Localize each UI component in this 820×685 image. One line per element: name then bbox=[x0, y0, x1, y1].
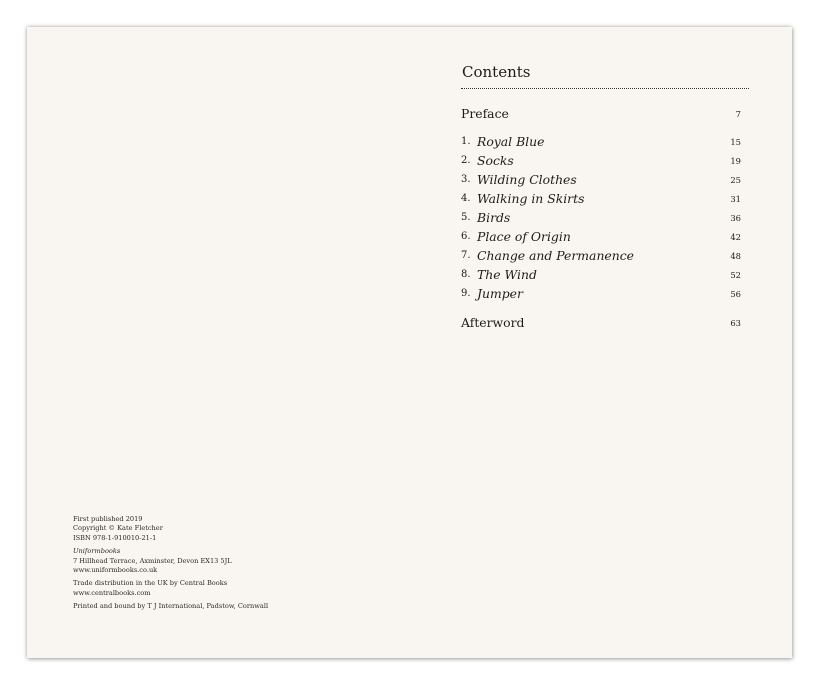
imprint-publisher-info bbox=[73, 547, 268, 575]
imprint-printer-info bbox=[73, 602, 268, 611]
chapter-page: 52 bbox=[730, 270, 741, 280]
chapter-number: 8. bbox=[461, 269, 471, 280]
toc-entry-chapter bbox=[461, 190, 741, 208]
publisher-website: www.uniformbooks.co.uk bbox=[73, 566, 158, 575]
chapter-page: 56 bbox=[730, 289, 741, 299]
imprint-distribution-info bbox=[73, 579, 268, 598]
chapter-number: 1. bbox=[461, 136, 471, 147]
chapter-title: Wilding Clothes bbox=[477, 172, 577, 187]
toc-entry-chapter bbox=[461, 133, 741, 151]
chapter-title: Royal Blue bbox=[477, 134, 545, 149]
toc-entry-chapter bbox=[461, 247, 741, 265]
toc-entry-page: 7 bbox=[735, 109, 741, 119]
dotted-rule bbox=[461, 88, 749, 89]
chapter-number: 4. bbox=[461, 193, 471, 204]
distribution-line: Trade distribution in the UK by Central Books bbox=[73, 579, 228, 588]
toc-entry-chapter bbox=[461, 228, 741, 246]
printer-line: Printed and bound by T J International, Padstow, Cornwall bbox=[73, 602, 269, 611]
chapter-title: Change and Permanence bbox=[477, 248, 635, 263]
chapter-title: Socks bbox=[477, 153, 514, 168]
chapter-number: 3. bbox=[461, 174, 471, 185]
toc-entry-afterword bbox=[461, 314, 741, 332]
publisher-name: Uniformbooks bbox=[73, 547, 121, 556]
toc-entry-title: Preface bbox=[461, 106, 509, 121]
chapter-page: 25 bbox=[730, 175, 741, 185]
chapter-number: 9. bbox=[461, 288, 471, 299]
copyright-line: Copyright © Kate Fletcher bbox=[73, 524, 163, 533]
chapter-title: Jumper bbox=[477, 286, 523, 301]
toc-entry-title: Afterword bbox=[461, 315, 525, 330]
chapter-page: 15 bbox=[730, 137, 741, 147]
publisher-address: 7 Hillhead Terrace, Axminster, Devon EX13 5JL bbox=[73, 556, 232, 565]
chapter-page: 42 bbox=[730, 232, 741, 242]
book-spread bbox=[27, 27, 792, 658]
chapter-title: The Wind bbox=[477, 267, 537, 282]
first-published: First published 2019 bbox=[73, 515, 143, 523]
toc-entry-chapter bbox=[461, 266, 741, 284]
distribution-website: www.centralbooks.com bbox=[73, 588, 151, 597]
toc-entry-preface bbox=[461, 105, 741, 123]
imprint-publication-info bbox=[73, 515, 268, 543]
chapter-title: Place of Origin bbox=[477, 229, 571, 244]
table-of-contents bbox=[461, 62, 749, 330]
chapter-title: Walking in Skirts bbox=[477, 191, 585, 206]
chapter-number: 5. bbox=[461, 212, 471, 223]
toc-entry-chapter bbox=[461, 171, 741, 189]
chapter-page: 36 bbox=[730, 213, 741, 223]
chapter-number: 6. bbox=[461, 231, 471, 242]
chapter-number: 2. bbox=[461, 155, 471, 166]
isbn-line: ISBN 978-1-910010-21-1 bbox=[73, 533, 157, 542]
toc-entry-chapter bbox=[461, 285, 741, 303]
contents-heading: Contents bbox=[462, 63, 531, 81]
chapter-number: 7. bbox=[461, 250, 471, 261]
chapter-page: 19 bbox=[730, 156, 741, 166]
toc-entry-chapter bbox=[461, 209, 741, 227]
chapter-title: Birds bbox=[477, 210, 511, 225]
chapter-page: 31 bbox=[730, 194, 741, 204]
toc-entry-page: 63 bbox=[730, 318, 741, 328]
imprint-block bbox=[73, 515, 268, 616]
toc-entry-chapter bbox=[461, 152, 741, 170]
chapter-page: 48 bbox=[730, 251, 741, 261]
